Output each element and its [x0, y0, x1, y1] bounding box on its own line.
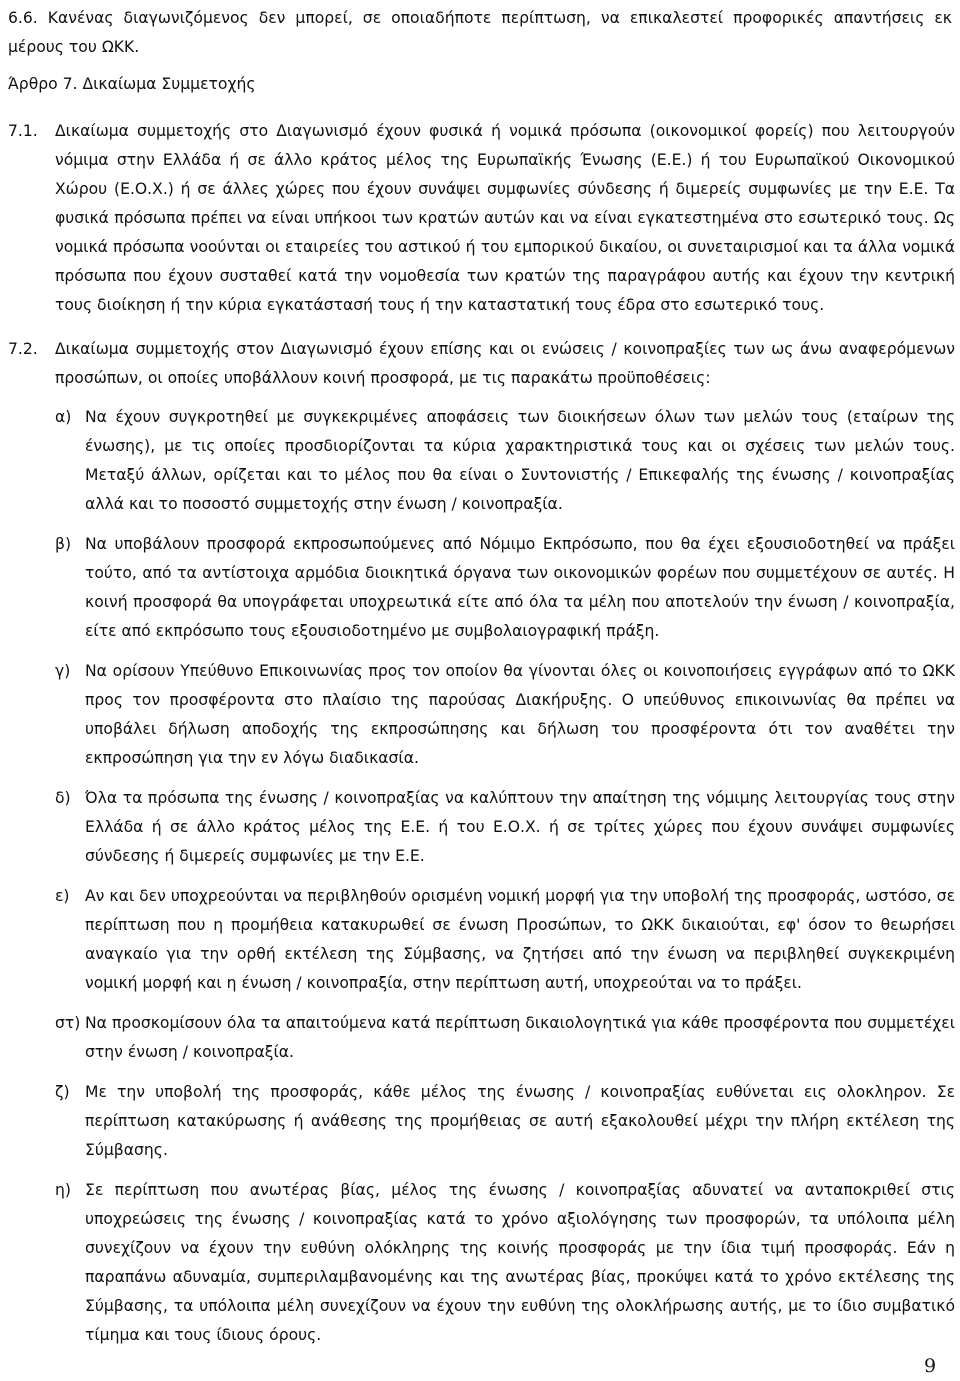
list-item-label: γ) — [55, 662, 71, 680]
list-item — [0, 657, 960, 773]
list-item — [0, 1176, 960, 1350]
list-item-text: Αν και δεν υποχρεούνται να περιβληθούν ορισμένη νομική μορφή για την υποβολή της προσφοράς, ωστόσο, σε περίπτωση που η προμήθεια κατακυρωθεί σε ένωση Προσώπων, το ΩΚΚ δικαιούται, εφ' όσον το θεωρήσει αναγκαίο για την ορθή εκτέλεση της Σύμβασης, να ζητήσει από την ένωση να περιβληθεί συγκεκριμένη νομική μορφή και η ένωση / κοινοπραξία, στην περίπτωση αυτή, υποχρεούται να το πράξει. — [85, 887, 955, 992]
section-paragraph: Δικαίωμα συμμετοχής στον Διαγωνισμό έχουν επίσης και οι ενώσεις / κοινοπραξίες των ως άνω αναφερόμενων προσώπων, οι οποίες υποβάλλουν κοινή προσφορά, με τις παρακάτω προϋποθέσεις: — [55, 340, 955, 387]
list-item — [0, 784, 960, 871]
list-item-label: α) — [55, 408, 72, 426]
list-item-label: στ) — [55, 1014, 81, 1032]
list-item — [0, 403, 960, 519]
list-item-label: ε) — [55, 887, 70, 905]
list-item-text: Όλα τα πρόσωπα της ένωσης / κοινοπραξίας να καλύπτουν την απαίτηση της νόμιμης λειτουργίας τους στην Ελλάδα ή σε άλλο κράτος μέλος της Ε.Ε. ή του Ε.Ο.Χ. ή σε τρίτες χώρες που έχουν συνάψει συμφωνίες σύνδεσης ή διμερείς συμφωνίες με την Ε.Ε. — [85, 789, 955, 865]
section-text — [55, 335, 955, 393]
list-item-text: Σε περίπτωση που ανωτέρας βίας, μέλος της ένωσης / κοινοπραξίας αδυνατεί να ανταποκριθεί στις υποχρεώσεις της ένωσης / κοινοπραξίας κατά το χρόνο αξιολόγησης των προσφορών, τα υπόλοιπα μέλη συνεχίζουν να έχουν την ευθύνη ολόκληρης της κοινής προσφοράς με την ίδια τιμή προσφοράς. Εάν η παραπάνω αδυναμία, συμπεριλαμβανομένης και της ανωτέρας βίας, προκύψει κατά το χρόνο εκτέλεσης της Σύμβασης, τα υπόλοιπα μέλη συνεχίζουν να έχουν την ευθύνη της ολοκλήρωσης αυτής, με το ίδιο συμβατικό τίμημα και τους ίδιους όρους. — [85, 1181, 955, 1344]
list-item — [0, 1009, 960, 1067]
article-heading: Άρθρο 7. Δικαίωμα Συμμετοχής — [8, 75, 256, 93]
list-item-text: Να υποβάλουν προσφορά εκπροσωπούμενες από Νόμιμο Εκπρόσωπο, που θα έχει εξουσιοδοτηθεί να πράξει τούτο, από τα αντίστοιχα αρμόδια διοικητικά όργανα των οικονομικών φορέων που συμμετέχουν σε αυτές. Η κοινή προσφορά θα υπογράφεται υποχρεωτικά είτε από όλα τα μέλη που αποτελούν την ένωση / κοινοπραξία, είτε από εκπρόσωπο τους εξουσιοδοτημένο με συμβολαιογραφική πράξη. — [85, 535, 955, 640]
section-text — [55, 117, 955, 320]
list-item-label: ζ) — [55, 1083, 70, 1101]
list-item — [0, 1078, 960, 1165]
page-number: 9 — [924, 1355, 937, 1377]
list-item-text: Να ορίσουν Υπεύθυνο Επικοινωνίας προς τον οποίον θα γίνονται όλες οι κοινοποιήσεις εγγράφων από το ΩΚΚ προς τον προσφέροντα στο πλαίσιο της παρούσας Διακήρυξης. Ο υπεύθυνος επικοινωνίας θα πρέπει να υποβάλει δήλωση αποδοχής της εκπροσώπησης και δήλωση του προσφέροντα ότι τον αναθέτει την εκπροσώπηση για την εν λόγω διαδικασία. — [85, 662, 955, 767]
paragraph-6-6: 6.6. Κανένας διαγωνιζόμενος δεν μπορεί, σε οποιαδήποτε περίπτωση, να επικαλεστεί προφορικές απαντήσεις εκ μέρους του ΩΚΚ. — [8, 9, 952, 56]
conditions-list — [0, 403, 960, 1361]
section-number: 7.2. — [8, 340, 38, 358]
list-item-label: δ) — [55, 789, 71, 807]
list-item-text: Να έχουν συγκροτηθεί με συγκεκριμένες αποφάσεις των διοικήσεων όλων των μελών τους (εταίρων της ένωσης), με τις οποίες προσδιορίζονται τα κύρια χαρακτηριστικά τους και οι σχέσεις των μελών τους. Μεταξύ άλλων, ορίζεται και το μέλος που θα είναι ο Συντονιστής / Επικεφαλής της ένωσης / κοινοπραξίας αλλά και το ποσοστό συμμετοχής στην ένωση / κοινοπραξία. — [85, 408, 955, 513]
section-paragraph: Δικαίωμα συμμετοχής στο Διαγωνισμό έχουν φυσικά ή νομικά πρόσωπα (οικονομικοί φορείς) που λειτουργούν νόμιμα στην Ελλάδα ή σε άλλο κράτος μέλος της Ευρωπαϊκής Ένωσης (Ε.Ε.) ή του Ευρωπαϊκού Οικονομικού Χώρου (Ε.Ο.Χ.) ή σε άλλες χώρες που έχουν συνάψει συμφωνίες σύνδεσης ή διμερείς συμφωνίες με την Ε.Ε. Τα φυσικά πρόσωπα πρέπει να είναι υπήκοοι των κρατών αυτών και να είναι εγκατεστημένα στο εσωτερικό τους. Ως νομικά πρόσωπα νοούνται οι εταιρείες του αστικού ή του εμπορικού δικαίου, οι συνεταιρισμοί και τα άλλα νομικά πρόσωπα που έχουν συσταθεί κατά την νομοθεσία των κρατών της παραγράφου αυτής και έχουν την κεντρική τους διοίκηση ή την κύρια εγκατάστασή τους ή την καταστατική τους έδρα στο εσωτερικό τους. — [55, 122, 955, 314]
list-item-text: Με την υποβολή της προσφοράς, κάθε μέλος της ένωσης / κοινοπραξίας ευθύνεται εις ολοκληρον. Σε περίπτωση κατακύρωσης ή ανάθεσης της προμήθειας σε αυτή εξακολουθεί μέχρι την πλήρη εκτέλεση της Σύμβασης. — [85, 1083, 955, 1159]
list-item-text: Να προσκομίσουν όλα τα απαιτούμενα κατά περίπτωση δικαιολογητικά για κάθε προσφέροντα που συμμετέχει στην ένωση / κοινοπραξία. — [85, 1014, 955, 1061]
section-number: 7.1. — [8, 122, 38, 140]
list-item — [0, 530, 960, 646]
list-item — [0, 882, 960, 998]
list-item-label: η) — [55, 1181, 71, 1199]
list-item-label: β) — [55, 535, 72, 553]
